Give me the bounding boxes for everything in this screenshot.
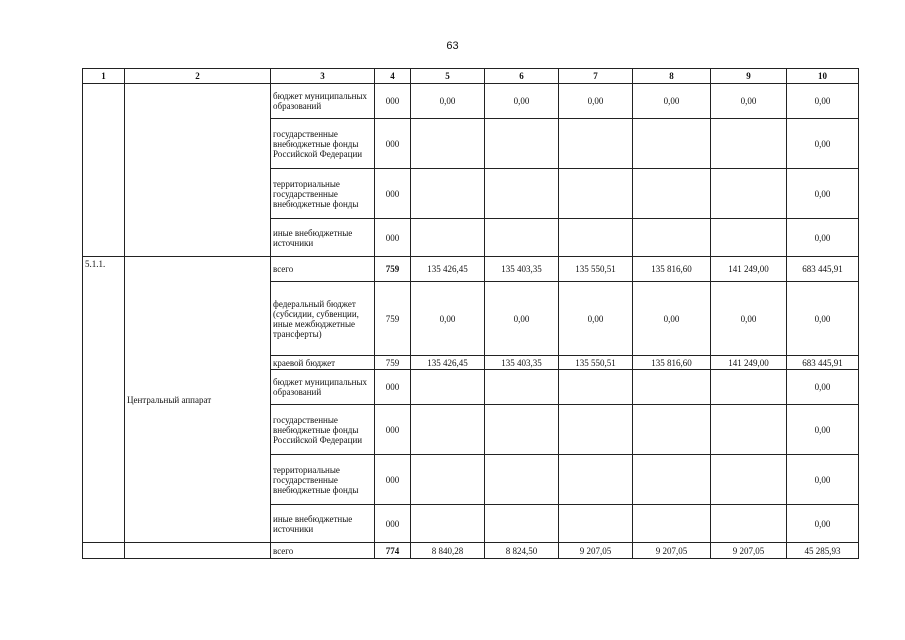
value-col-8: [633, 405, 711, 455]
value-col-8: [633, 169, 711, 219]
value-col-7: [559, 455, 633, 505]
source-label: бюджет муниципальных образований: [271, 370, 375, 405]
row-name-cell-empty: [125, 543, 271, 559]
value-col-8: 135 816,60: [633, 356, 711, 370]
value-col-9: 141 249,00: [711, 257, 787, 282]
value-col-5: [411, 370, 485, 405]
source-label: федеральный бюджет (субсидии, субвенции, иные межбюджетные трансферты): [271, 282, 375, 356]
value-col-5: 0,00: [411, 282, 485, 356]
code-cell: 000: [375, 219, 411, 257]
value-col-9: [711, 505, 787, 543]
code-cell: 000: [375, 505, 411, 543]
source-label: всего: [271, 543, 375, 559]
table-row: [83, 84, 859, 119]
value-col-8: [633, 219, 711, 257]
row-name-cell-empty: [125, 84, 271, 257]
table-row: [83, 257, 859, 282]
table-row: [83, 543, 859, 559]
value-col-5: 0,00: [411, 84, 485, 119]
source-label: государственные внебюджетные фонды Российской Федерации: [271, 405, 375, 455]
value-col-7: [559, 169, 633, 219]
value-col-7: 0,00: [559, 84, 633, 119]
value-col-6: [485, 455, 559, 505]
code-cell: 774: [375, 543, 411, 559]
source-label: краевой бюджет: [271, 356, 375, 370]
value-col-9: [711, 405, 787, 455]
value-col-10: 0,00: [787, 219, 859, 257]
value-col-9: 0,00: [711, 282, 787, 356]
value-col-5: [411, 405, 485, 455]
item-id: 5.1.1.: [83, 257, 125, 543]
code-cell: 000: [375, 405, 411, 455]
value-col-6: [485, 119, 559, 169]
value-col-6: 135 403,35: [485, 356, 559, 370]
value-col-5: [411, 505, 485, 543]
header-col-7: 7: [559, 69, 633, 84]
code-cell: 000: [375, 370, 411, 405]
value-col-10: 45 285,93: [787, 543, 859, 559]
value-col-6: [485, 370, 559, 405]
value-col-8: 135 816,60: [633, 257, 711, 282]
value-col-10: 683 445,91: [787, 257, 859, 282]
value-col-6: [485, 169, 559, 219]
value-col-10: 0,00: [787, 84, 859, 119]
value-col-6: [485, 219, 559, 257]
header-row: [83, 69, 859, 84]
value-col-5: [411, 455, 485, 505]
value-col-10: 0,00: [787, 282, 859, 356]
code-cell: 000: [375, 84, 411, 119]
value-col-9: [711, 119, 787, 169]
value-col-8: [633, 370, 711, 405]
value-col-8: [633, 119, 711, 169]
source-label: территориальные государственные внебюджетные фонды: [271, 169, 375, 219]
value-col-5: 8 840,28: [411, 543, 485, 559]
value-col-6: 0,00: [485, 282, 559, 356]
value-col-5: 135 426,45: [411, 356, 485, 370]
value-col-6: 8 824,50: [485, 543, 559, 559]
source-label: всего: [271, 257, 375, 282]
header-col-5: 5: [411, 69, 485, 84]
value-col-5: [411, 119, 485, 169]
value-col-10: 0,00: [787, 119, 859, 169]
value-col-10: 0,00: [787, 455, 859, 505]
value-col-7: [559, 119, 633, 169]
value-col-10: 683 445,91: [787, 356, 859, 370]
value-col-8: 9 207,05: [633, 543, 711, 559]
value-col-7: 9 207,05: [559, 543, 633, 559]
source-label: государственные внебюджетные фонды Российской Федерации: [271, 119, 375, 169]
value-col-8: 0,00: [633, 84, 711, 119]
code-cell: 000: [375, 119, 411, 169]
value-col-9: [711, 370, 787, 405]
value-col-7: 135 550,51: [559, 356, 633, 370]
value-col-10: 0,00: [787, 505, 859, 543]
value-col-5: [411, 169, 485, 219]
value-col-7: [559, 219, 633, 257]
row-id-cell-empty: [83, 543, 125, 559]
header-col-1: 1: [83, 69, 125, 84]
header-col-2: 2: [125, 69, 271, 84]
value-col-6: 0,00: [485, 84, 559, 119]
value-col-7: [559, 505, 633, 543]
item-name: Центральный аппарат: [125, 257, 271, 543]
header-col-10: 10: [787, 69, 859, 84]
value-col-9: [711, 169, 787, 219]
header-col-6: 6: [485, 69, 559, 84]
value-col-5: 135 426,45: [411, 257, 485, 282]
header-col-9: 9: [711, 69, 787, 84]
header-col-3: 3: [271, 69, 375, 84]
source-label: территориальные государственные внебюджетные фонды: [271, 455, 375, 505]
value-col-7: [559, 370, 633, 405]
value-col-5: [411, 219, 485, 257]
value-col-7: 0,00: [559, 282, 633, 356]
code-cell: 759: [375, 356, 411, 370]
value-col-6: 135 403,35: [485, 257, 559, 282]
value-col-9: 0,00: [711, 84, 787, 119]
code-cell: 759: [375, 257, 411, 282]
row-id-cell-empty: [83, 84, 125, 257]
value-col-10: 0,00: [787, 169, 859, 219]
header-col-8: 8: [633, 69, 711, 84]
source-label: иные внебюджетные источники: [271, 219, 375, 257]
value-col-10: 0,00: [787, 405, 859, 455]
value-col-7: [559, 405, 633, 455]
value-col-9: 9 207,05: [711, 543, 787, 559]
value-col-9: 141 249,00: [711, 356, 787, 370]
page-number: 63: [446, 40, 459, 52]
source-label: иные внебюджетные источники: [271, 505, 375, 543]
value-col-7: 135 550,51: [559, 257, 633, 282]
value-col-10: 0,00: [787, 370, 859, 405]
value-col-9: [711, 219, 787, 257]
value-col-8: [633, 455, 711, 505]
code-cell: 000: [375, 169, 411, 219]
value-col-9: [711, 455, 787, 505]
value-col-6: [485, 505, 559, 543]
header-col-4: 4: [375, 69, 411, 84]
value-col-8: [633, 505, 711, 543]
budget-table: [82, 68, 859, 559]
code-cell: 000: [375, 455, 411, 505]
value-col-8: 0,00: [633, 282, 711, 356]
code-cell: 759: [375, 282, 411, 356]
value-col-6: [485, 405, 559, 455]
source-label: бюджет муниципальных образований: [271, 84, 375, 119]
